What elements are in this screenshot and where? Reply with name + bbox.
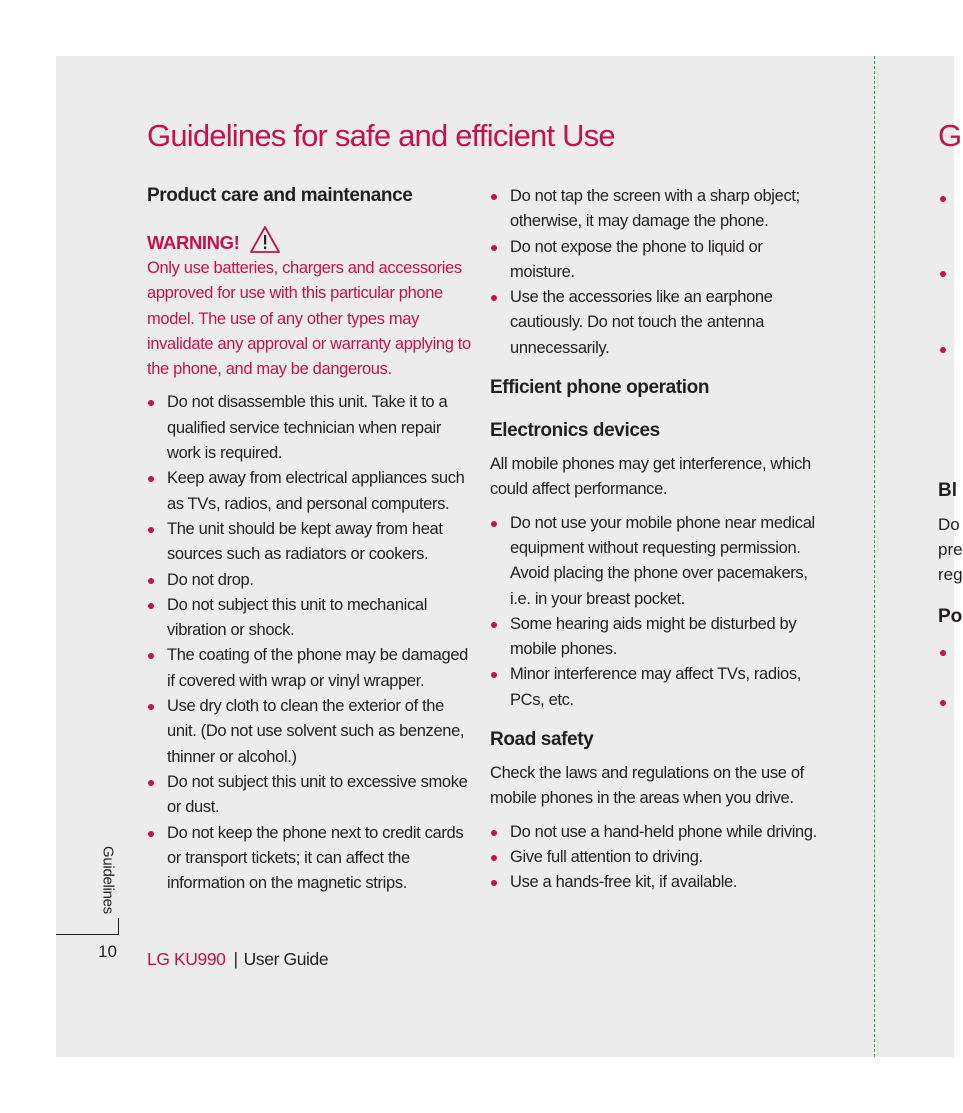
heading-efficient-operation: Efficient phone operation	[490, 377, 710, 399]
heading-product-care: Product care and maintenance	[147, 185, 413, 206]
next-page-heading: Bl	[938, 480, 957, 501]
warning-label: WARNING!	[147, 231, 240, 253]
manual-page	[56, 56, 963, 1057]
care-bullet-list-continued	[490, 184, 820, 361]
fold-dashed-line	[874, 56, 875, 1057]
warning-row	[147, 221, 477, 255]
list-item: Use dry cloth to clean the exterior of the unit. (Do not use solvent such as benzene, thinner or alcohol.)	[147, 694, 477, 770]
list-item: Some hearing aids might be disturbed by mobile phones.	[490, 612, 820, 663]
next-page-line: pre	[938, 540, 963, 559]
next-page-heading: Po	[938, 606, 963, 627]
list-item: Use a hands-free kit, if available.	[490, 870, 820, 895]
road-intro: Check the laws and regulations on the use of mobile phones in the areas when you drive.	[490, 764, 804, 808]
list-item: Do not subject this unit to mechanical vibration or shock.	[147, 593, 477, 644]
footer-brand: LG KU990	[147, 949, 226, 969]
list-item: Do not keep the phone next to credit cards or transport tickets; it can affect the information on the magnetic strips.	[147, 821, 477, 897]
next-page-line: Do	[938, 515, 960, 534]
electronics-bullet-list	[490, 511, 820, 713]
list-item: Minor interference may affect TVs, radios, PCs, etc.	[490, 662, 820, 713]
next-page-title-fragment: G	[938, 118, 963, 153]
list-item: The coating of the phone may be damaged if covered with wrap or vinyl wrapper.	[147, 643, 477, 694]
side-tab-rule	[56, 934, 118, 935]
heading-road-safety: Road safety	[490, 729, 594, 751]
middle-column	[490, 184, 820, 896]
page-title: Guidelines for safe and efficient Use	[147, 118, 615, 153]
side-tab-label: Guidelines	[99, 846, 117, 914]
electronics-intro: All mobile phones may get interference, which could affect performance.	[490, 455, 811, 499]
list-item: Do not drop.	[147, 568, 477, 593]
next-page-bullet	[940, 347, 946, 353]
road-bullet-list	[490, 820, 820, 896]
care-bullet-list	[147, 390, 477, 896]
list-item: Do not tap the screen with a sharp object; otherwise, it may damage the phone.	[490, 184, 820, 235]
list-item: Do not subject this unit to excessive smoke or dust.	[147, 770, 477, 821]
next-page-bullet	[940, 196, 946, 202]
list-item: Give full attention to driving.	[490, 845, 820, 870]
list-item: Use the accessories like an earphone cautiously. Do not touch the antenna unnecessarily.	[490, 285, 820, 361]
page-number: 10	[98, 942, 117, 961]
next-page-bullet	[940, 271, 946, 277]
list-item: Keep away from electrical appliances such as TVs, radios, and personal computers.	[147, 466, 477, 517]
list-item: The unit should be kept away from heat sources such as radiators or cookers.	[147, 517, 477, 568]
footer-doc-title: User Guide	[243, 949, 329, 969]
warning-triangle-icon	[249, 225, 281, 255]
list-item: Do not disassemble this unit. Take it to a qualified service technician when repair work is required.	[147, 390, 477, 466]
list-item: Do not use a hand-held phone while driving.	[490, 820, 820, 845]
footer	[147, 949, 328, 970]
heading-electronics-devices: Electronics devices	[490, 420, 660, 442]
next-page-bullet	[940, 650, 946, 656]
list-item: Do not use your mobile phone near medical equipment without requesting permission. Avoid placing the phone over pacemakers, i.e. in your breast pocket.	[490, 511, 820, 612]
next-page-bullet	[940, 700, 946, 706]
list-item: Do not expose the phone to liquid or moisture.	[490, 235, 820, 286]
side-tab-divider	[118, 918, 119, 935]
next-page-line: reg	[938, 565, 963, 584]
left-column	[147, 184, 477, 896]
warning-text: Only use batteries, chargers and accessories approved for use with this particular phone model. The use of any other types may invalidate any approval or warranty applying to the phone, and may be dangerous.	[147, 259, 471, 379]
footer-separator: |	[233, 949, 238, 969]
